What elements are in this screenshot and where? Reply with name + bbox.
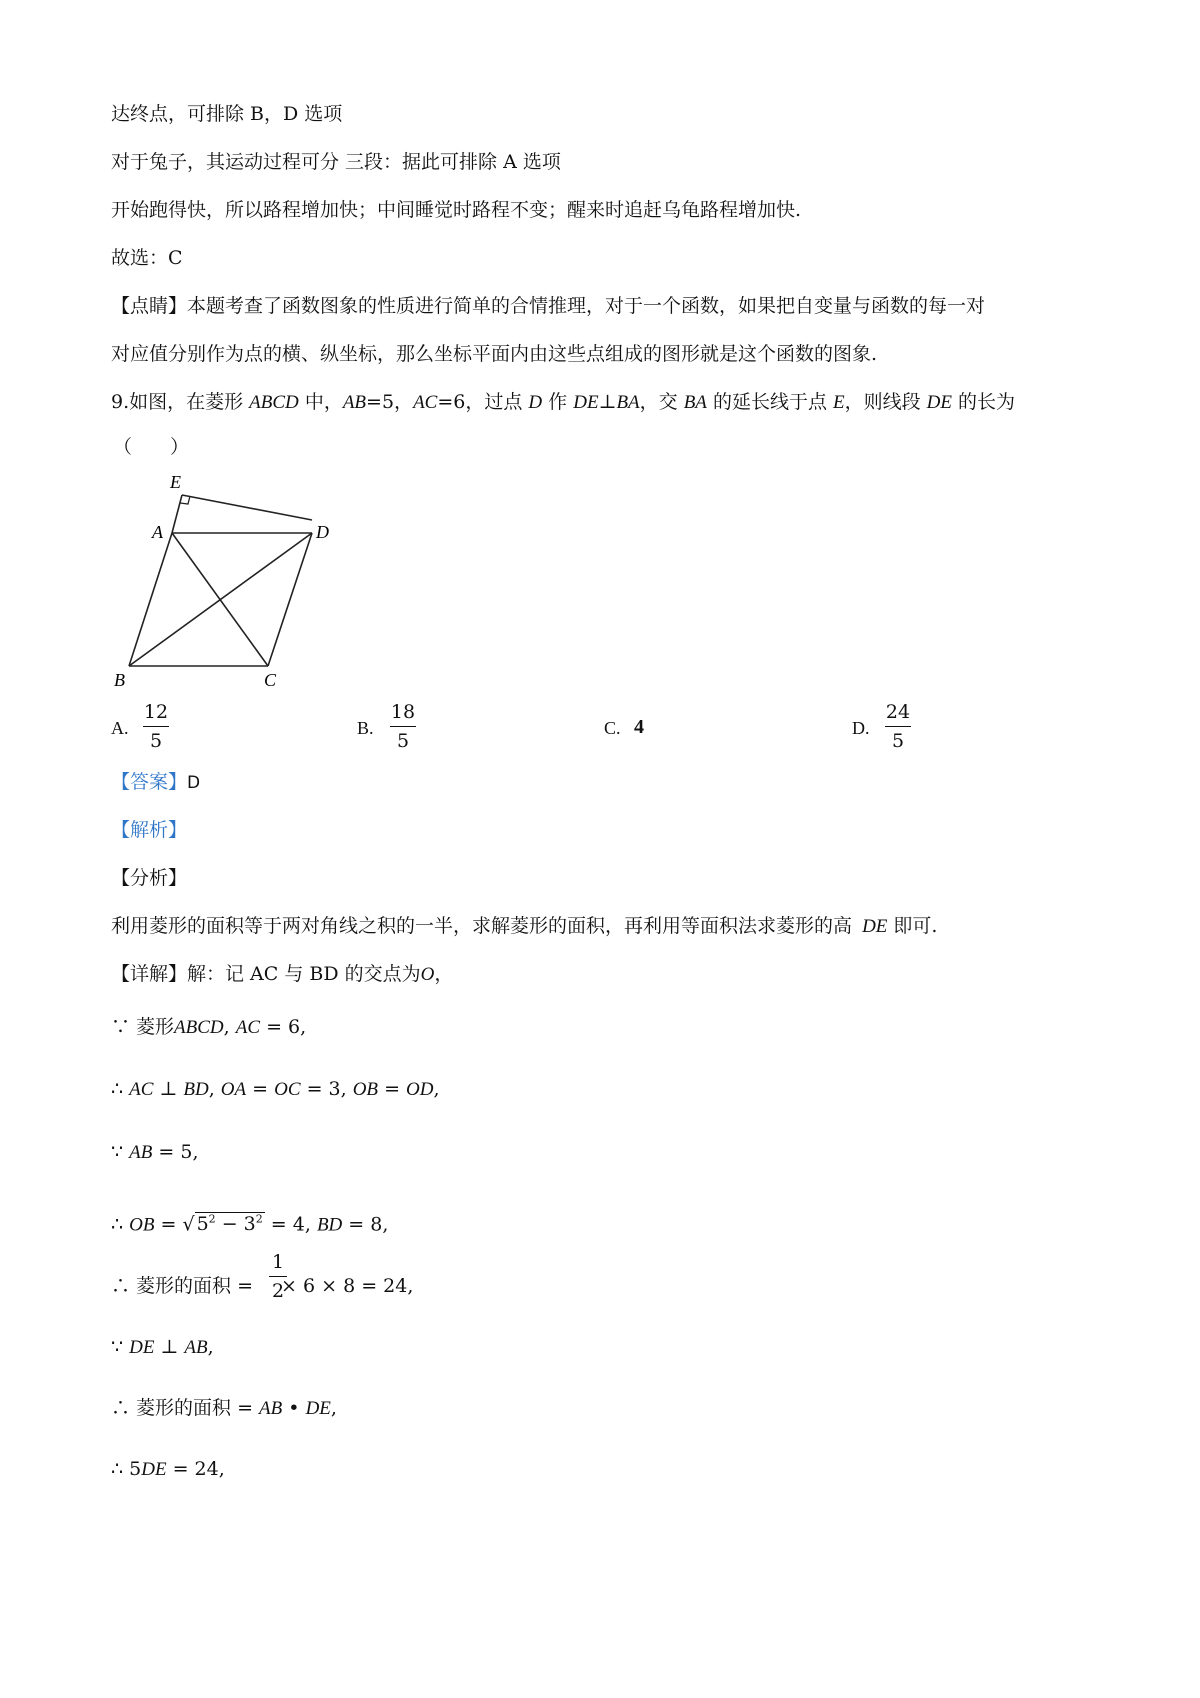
fenxi-text: 利用菱形的面积等于两对角线之积的一半，求解菱形的面积，再利用等面积法求菱形的高 DE 即可. [111, 915, 938, 937]
analysis-tag: 【解析】 [111, 819, 188, 841]
text-line-4: 故选：C [111, 247, 183, 269]
step-6: ∵ DE ⊥ AB, [111, 1336, 214, 1358]
diagonal-B-D [129, 533, 312, 666]
answer-parentheses: （ ） [113, 436, 190, 458]
rhombus-figure [100, 470, 360, 695]
text-line-1: 达终点，可排除 B，D 选项 [111, 103, 343, 125]
option-b-label: B. [357, 718, 374, 738]
step-1: ∵ 菱形ABCD, AC = 6, [111, 1016, 307, 1038]
option-d-label: D. [852, 718, 870, 738]
text-line-5: 【点睛】本题考查了函数图象的性质进行简单的合情推理，对于一个函数，如果把自变量与函数的每一对 [111, 295, 986, 317]
segment-A-B [129, 533, 172, 666]
text-line-6: 对应值分别作为点的横、纵坐标，那么坐标平面内由这些点组成的图形就是这个函数的图象. [111, 343, 878, 365]
step-5-fraction: 1 2 [269, 1250, 287, 1303]
option-a-fraction: 12 5 [143, 701, 169, 752]
step-8: ∴ 5DE = 24, [111, 1458, 225, 1480]
sqrt-radicand: $5^2 - 3^2$ [196, 1213, 263, 1236]
step-3: ∵ AB = 5, [111, 1141, 199, 1163]
step-7: ∴ 菱形的面积 = AB • DE, [111, 1397, 337, 1419]
detail-head: 【详解】解：记 AC 与 BD 的交点为O， [111, 963, 454, 985]
segment-E-D [182, 495, 312, 520]
question-9: 9.如图，在菱形 ABCD 中，AB=5，AC=6，过点 D 作 DE⊥BA，交 BA 的延长线于点 E，则线段 DE 的长为 [111, 391, 1016, 413]
segment-E-A [172, 495, 182, 533]
text-line-2: 对于兔子，其运动过程可分 三段：据此可排除 A 选项 [111, 151, 561, 173]
option-c-label: C. [604, 718, 621, 738]
label-B: B [114, 670, 125, 690]
text-line-3: 开始跑得快，所以路程增加快；中间睡觉时路程不变；醒来时追赶乌龟路程增加快. [111, 199, 802, 221]
fenxi-tag: 【分析】 [111, 867, 188, 889]
option-b-fraction: 18 5 [390, 701, 416, 752]
answer-value: D [187, 773, 201, 793]
label-A: A [152, 522, 163, 542]
option-d-fraction: 24 5 [885, 701, 911, 752]
label-E: E [170, 472, 181, 492]
segment-C-D [268, 533, 312, 666]
label-D: D [316, 522, 329, 542]
step-4: ∴ OB = √ $5^2 - 3^2 = 4$, BD = 8, [111, 1213, 389, 1236]
option-c-value: 4 [634, 716, 644, 738]
label-C: C [264, 670, 277, 690]
answer-line [111, 770, 200, 795]
option-a-label: A. [111, 718, 129, 738]
answer-tag: 【答案】 [111, 771, 188, 793]
step-5: ∴ 菱形的面积 = × 6 × 8 = 24, [111, 1275, 414, 1297]
step-2: ∴ AC ⊥ BD, OA = OC = 3, OB = OD, [111, 1078, 440, 1100]
